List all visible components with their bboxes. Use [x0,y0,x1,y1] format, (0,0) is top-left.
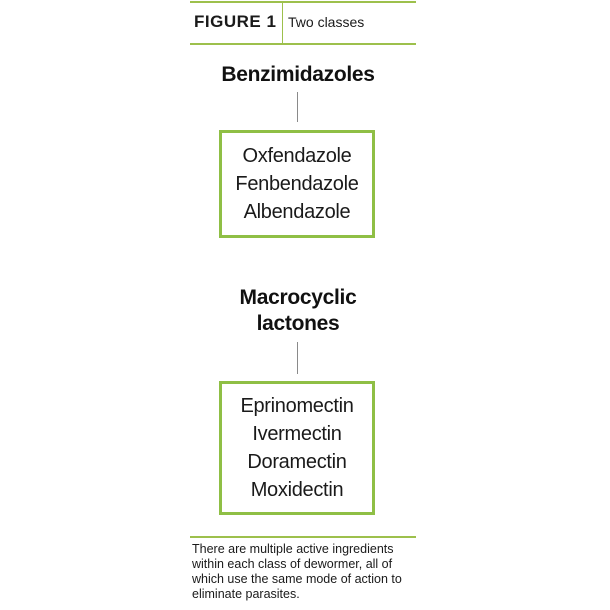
class-heading-benzimidazoles: Benzimidazoles [221,63,375,86]
connector-line-2 [297,342,298,374]
ingredient-item: Ivermectin [252,423,342,445]
header-rule [190,43,416,45]
figure-label: FIGURE 1 [194,12,277,31]
top-rule [190,1,416,3]
ingredient-item: Fenbendazole [235,173,359,195]
ingredient-item: Doramectin [247,451,347,473]
ingredient-box-benzimidazoles [219,130,375,238]
figure-title: Two classes [288,14,365,30]
heading-line: lactones [256,312,340,335]
ingredient-item: Moxidectin [250,479,344,501]
caption-rule [190,536,416,538]
class-heading-macrocyclic-lactones [190,285,406,337]
ingredient-item: Eprinomectin [240,395,354,417]
figure-panel [190,0,416,610]
header-divider [282,3,283,43]
ingredient-item: Albendazole [243,201,351,223]
ingredient-box-macrocyclic-lactones [219,381,375,515]
ingredient-item: Oxfendazole [242,145,352,167]
heading-line: Macrocyclic [239,286,357,309]
figure-caption: There are multiple active ingredients within each class of dewormer, all of which use the same mode of action to eliminate parasites. [192,542,402,601]
connector-line-1 [297,92,298,122]
